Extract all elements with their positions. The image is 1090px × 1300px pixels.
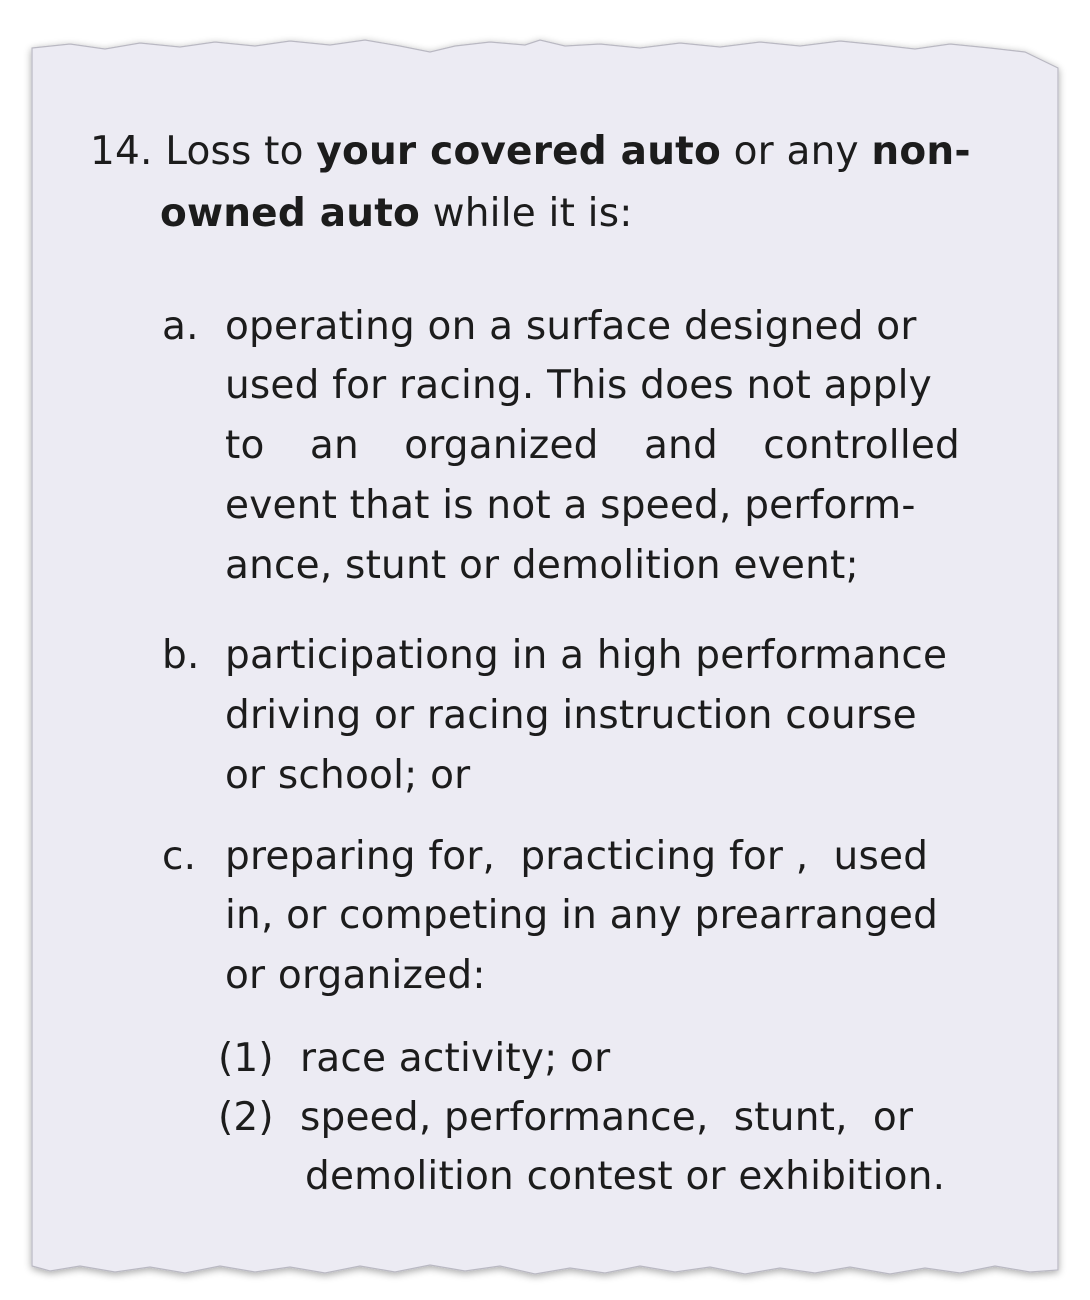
subitem-a-line: to an organized and controlled [225, 423, 960, 468]
subitem-b-line: driving or racing instruction course [225, 693, 917, 738]
subitem-a-line: used for racing. This does not apply [225, 363, 932, 408]
subitem-b-marker: b. [162, 633, 200, 678]
subitem-c-line: preparing for, practicing for , used [225, 834, 929, 879]
subitem-c-marker: c. [162, 834, 197, 879]
item-number: 14. [90, 129, 153, 174]
nested-2-line: demolition contest or exhibition. [305, 1154, 946, 1199]
subitem-b-line: or school; or [225, 753, 471, 798]
subitem-b-line: participationg in a high performance [225, 633, 948, 678]
subitem-c-line: in, or competing in any prearranged [225, 893, 939, 938]
term-non-owned-auto-part1: non- [871, 129, 971, 174]
subitem-a-marker: a. [162, 304, 199, 349]
term-your-covered-auto: your covered auto [316, 129, 722, 174]
subitem-a-line: operating on a surface designed or [225, 304, 917, 349]
subitem-c-line: or organized: [225, 953, 486, 998]
subitem-a-line: ance, stunt or demolition event; [225, 543, 859, 588]
nested-1-marker: (1) [218, 1036, 274, 1081]
item-14-intro-line-2: owned auto while it is: [160, 191, 633, 236]
item-14-intro-line-1: 14. Loss to your covered auto or any non- [90, 129, 971, 174]
nested-2-line: speed, performance, stunt, or [300, 1095, 914, 1140]
nested-2-marker: (2) [218, 1095, 274, 1140]
term-non-owned-auto-part2: owned auto [160, 191, 421, 236]
subitem-a-line: event that is not a speed, perform- [225, 483, 916, 528]
nested-1-line: race activity; or [300, 1036, 611, 1081]
